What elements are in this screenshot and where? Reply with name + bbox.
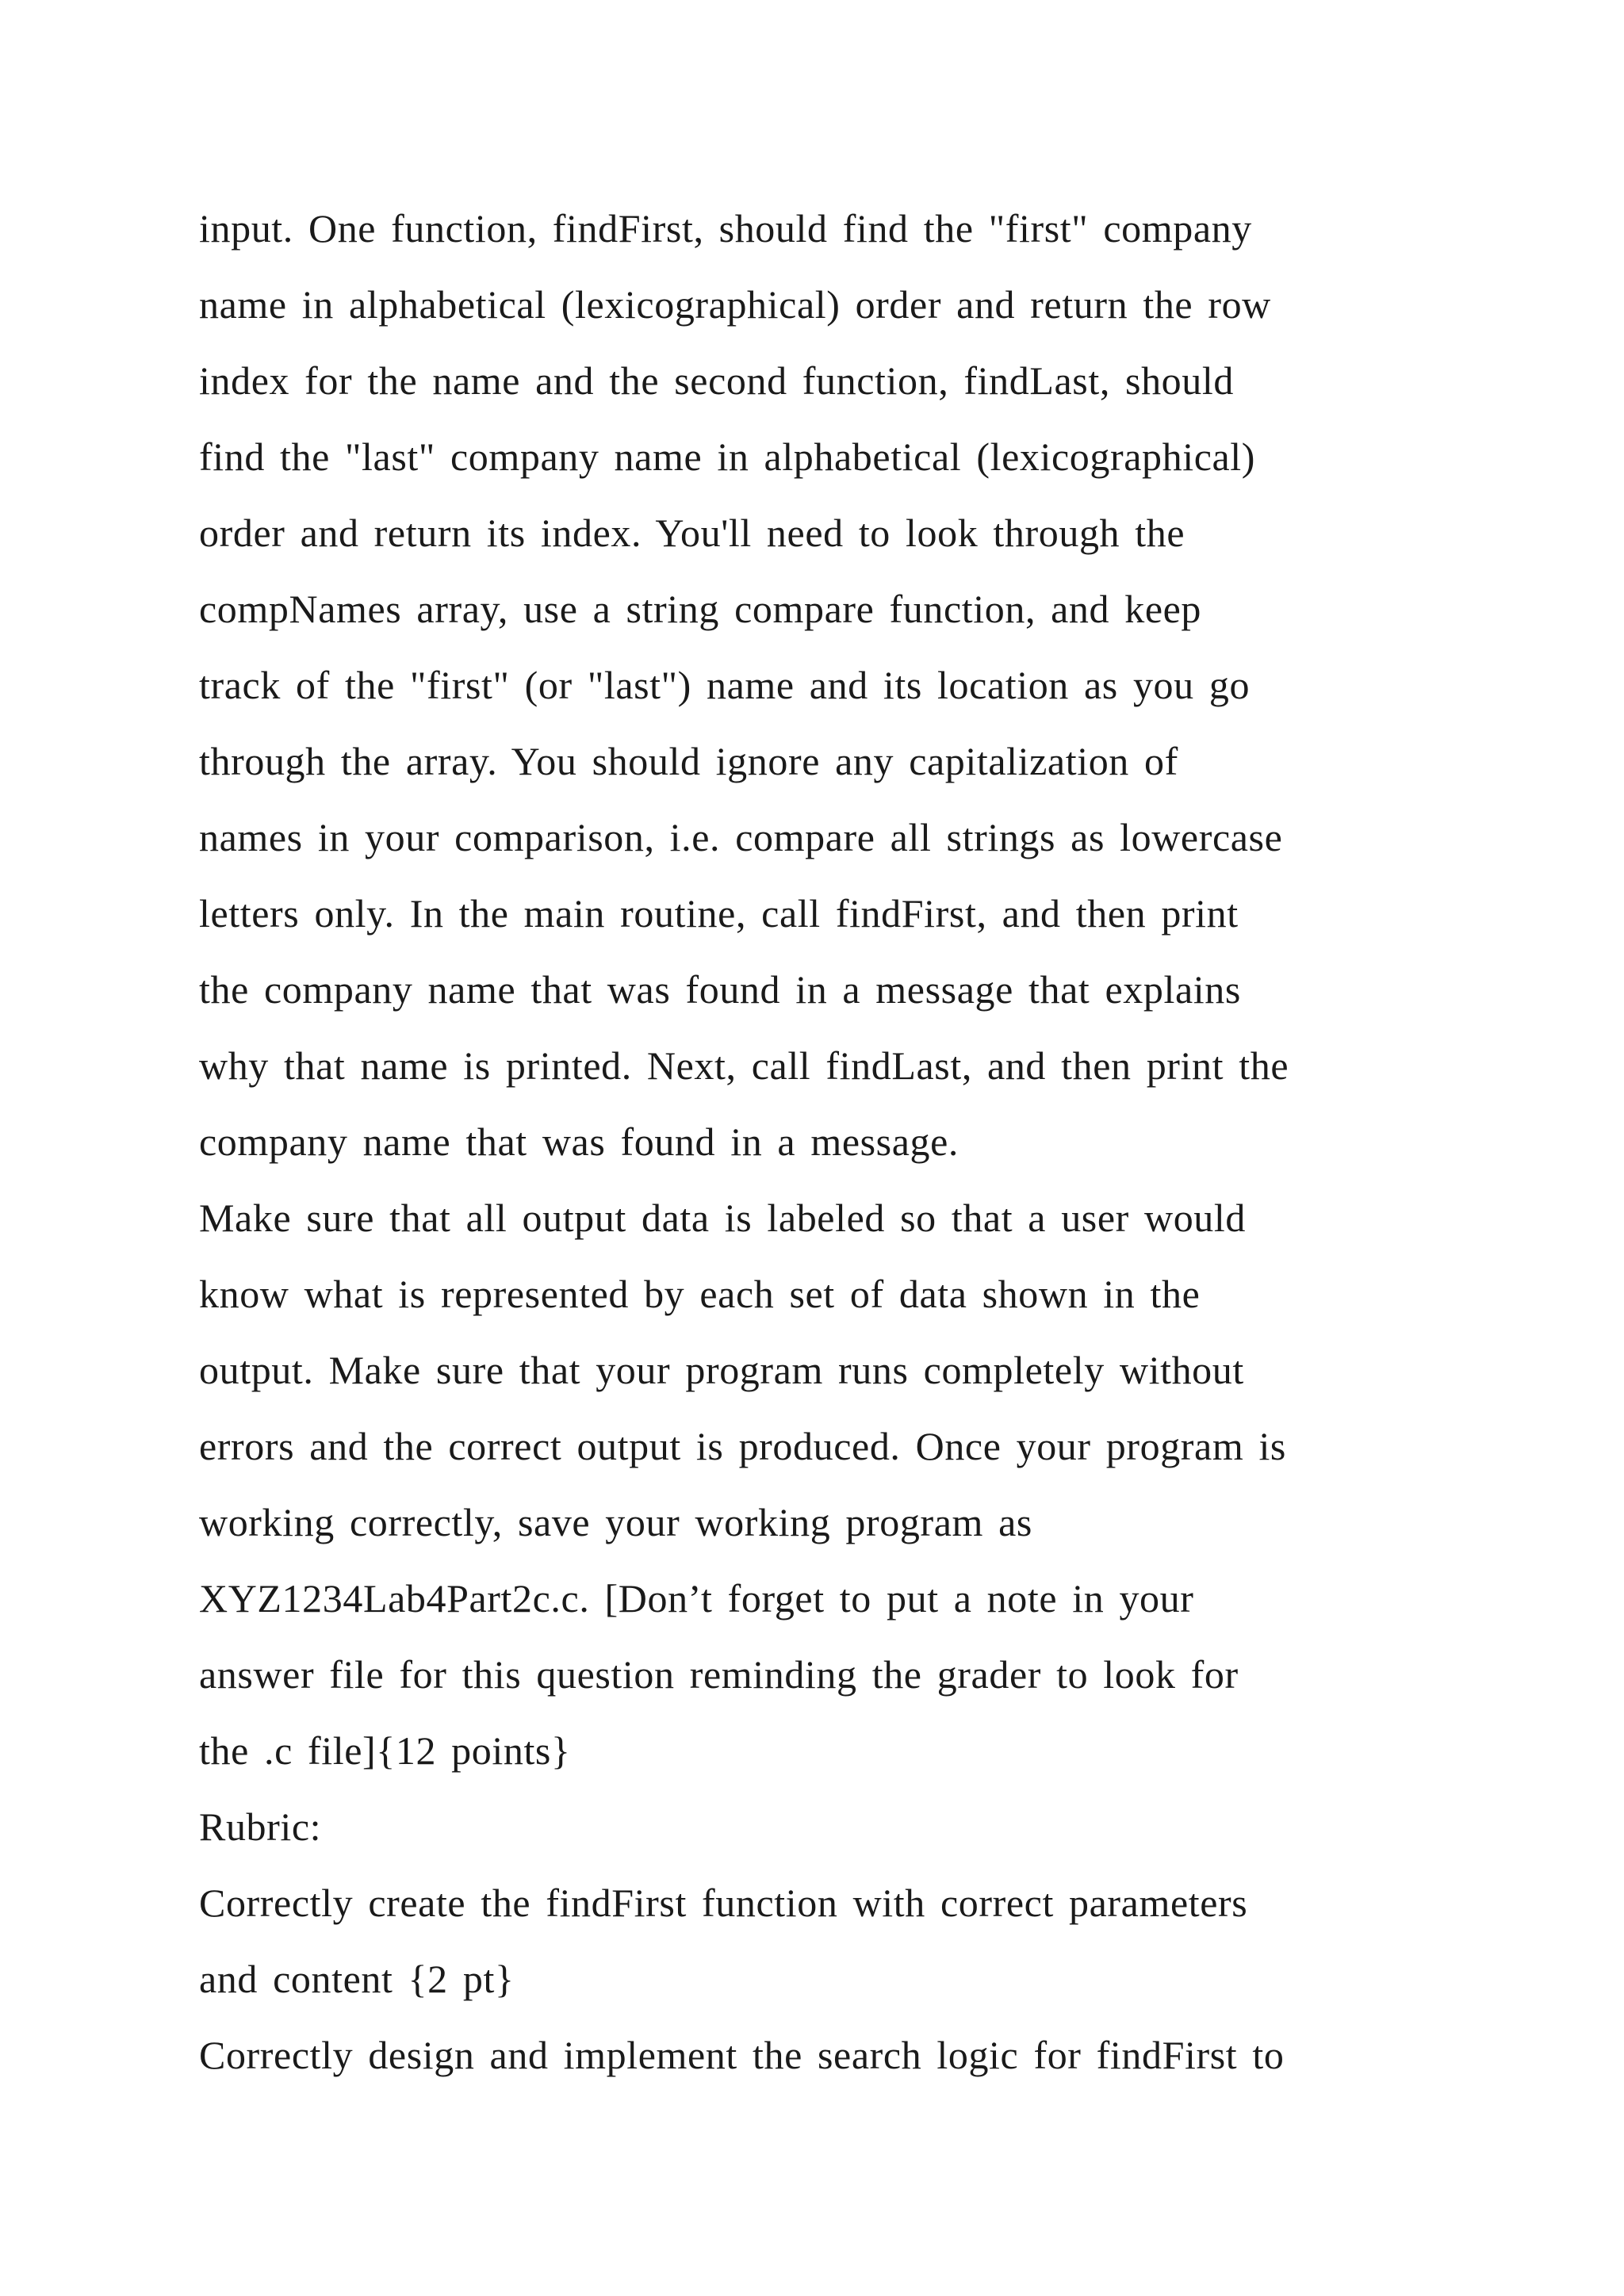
- text-line: the company name that was found in a message that explains: [199, 967, 1241, 1012]
- document-body: [199, 190, 1468, 2093]
- text-line: Make sure that all output data is labeled so that a user would: [199, 1196, 1246, 1240]
- text-line: errors and the correct output is produced. Once your program is: [199, 1424, 1286, 1468]
- text-line: answer file for this question reminding the grader to look for: [199, 1652, 1239, 1697]
- text-line: index for the name and the second function, findLast, should: [199, 358, 1234, 403]
- text-line: the .c file]{12 points}: [199, 1728, 571, 1773]
- text-line: through the array. You should ignore any capitalization of: [199, 739, 1178, 783]
- text-line: input. One function, findFirst, should find the "first" company: [199, 206, 1252, 251]
- rubric-item: Correctly create the findFirst function with correct parameters: [199, 1881, 1248, 1925]
- text-line: name in alphabetical (lexicographical) order and return the row: [199, 282, 1271, 327]
- text-line: XYZ1234Lab4Part2c.c. [Don’t forget to put a note in your: [199, 1576, 1194, 1621]
- text-line: track of the "first" (or "last") name and its location as you go: [199, 663, 1251, 707]
- text-line: know what is represented by each set of data shown in the: [199, 1272, 1201, 1316]
- text-line: find the "last" company name in alphabetical (lexicographical): [199, 434, 1256, 479]
- text-line: names in your comparison, i.e. compare all strings as lowercase: [199, 815, 1283, 859]
- text-line: company name that was found in a message.: [199, 1119, 959, 1164]
- text-line: order and return its index. You'll need to look through the: [199, 511, 1185, 555]
- text-line: why that name is printed. Next, call findLast, and then print the: [199, 1043, 1289, 1088]
- rubric-item: Correctly design and implement the search logic for findFirst to: [199, 2033, 1285, 2077]
- text-line: letters only. In the main routine, call findFirst, and then print: [199, 891, 1239, 936]
- rubric-heading: Rubric:: [199, 1804, 322, 1849]
- text-line: compNames array, use a string compare function, and keep: [199, 587, 1202, 631]
- text-line: output. Make sure that your program runs completely without: [199, 1348, 1244, 1392]
- text-line: working correctly, save your working program as: [199, 1500, 1032, 1544]
- rubric-item: and content {2 pt}: [199, 1957, 515, 2001]
